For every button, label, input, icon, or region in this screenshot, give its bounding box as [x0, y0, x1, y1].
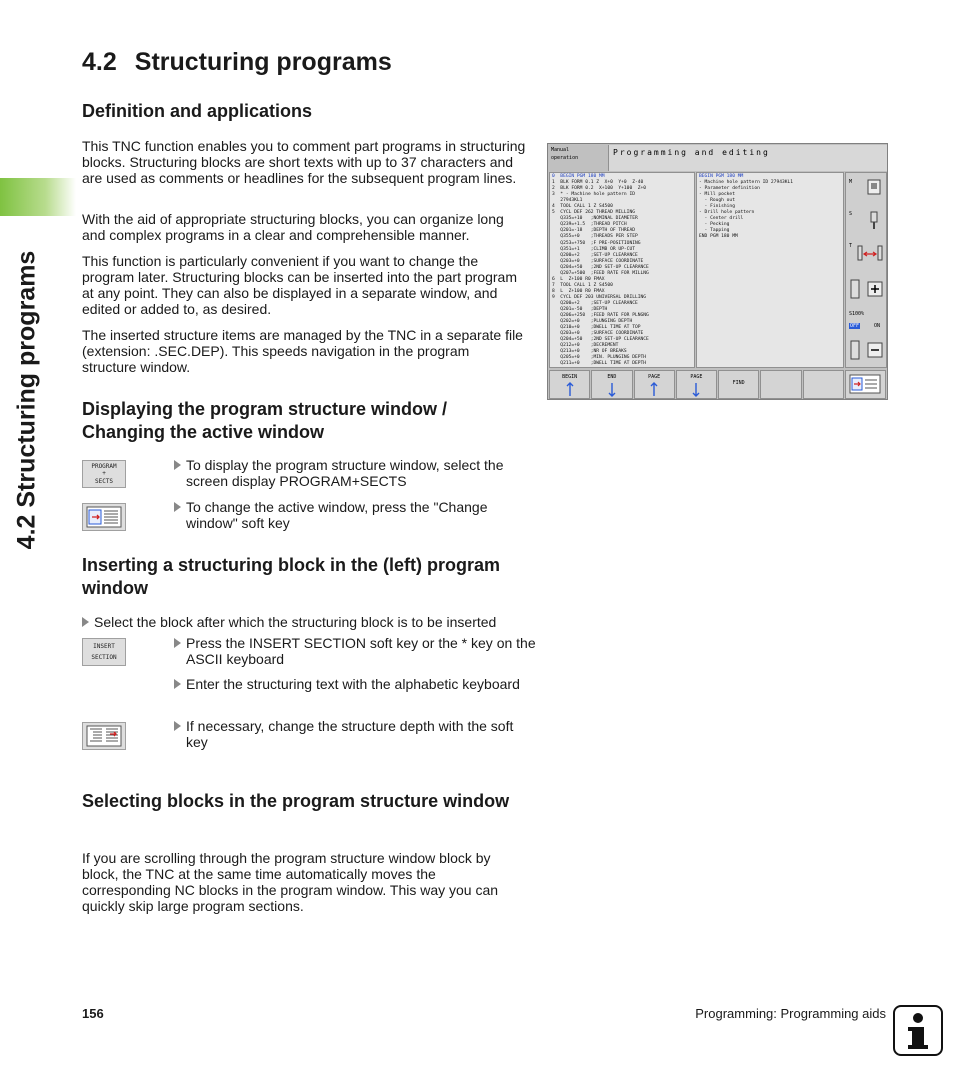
change-window-softkey	[82, 503, 126, 531]
structure-line: - Finishing	[699, 204, 735, 210]
step-arrow-icon	[174, 638, 181, 648]
machine-icon	[867, 179, 881, 195]
side-softkey-minus	[847, 337, 885, 367]
softkey-find	[718, 370, 759, 399]
paragraph-definition-2: With the aid of appropriate structuring blocks, you can organize long and complex programs in a clear and comprehensible manner.	[82, 211, 504, 243]
program-line: Q212=+0 ;DECREMENT	[552, 343, 619, 349]
insert-section-softkey	[82, 638, 126, 666]
step-arrow-icon	[174, 679, 181, 689]
softkey-begin	[549, 370, 590, 399]
program-line: Q207=+500 ;FEED RATE FOR MILLNG	[552, 270, 649, 276]
structure-line: - Machine hole pattern ID 27943KL1	[699, 180, 794, 186]
structure-line: - Center drill	[699, 216, 744, 222]
program-line: Q253=+750 ;F PRE-POSITIONING	[552, 240, 641, 246]
heading-definition: Definition and applications	[82, 101, 313, 121]
program-line: Q335=+10 ;NOMINAL DIAMETER	[552, 216, 638, 222]
program-line: 3 * - Machine hole pattern ID	[552, 192, 635, 198]
program-line: 8 L Z+100 R0 FMAX	[552, 288, 605, 294]
paragraph-definition-4: The inserted structure items are managed by the TNC in a separate file (extension: .SEC.DEP). This speeds navigation in the program structure window.	[82, 327, 523, 375]
program-line: Q204=+50 ;2ND SET-UP CLEARANCE	[552, 264, 649, 270]
structure-window	[696, 172, 844, 368]
structure-line: - Tapping	[699, 228, 730, 234]
chapter-name: Programming: Programming aids	[695, 1006, 886, 1021]
screen-mode-label	[549, 145, 607, 169]
paragraph-definition-1: This TNC function enables you to comment part programs in structuring blocks. Structuring blocks are short texts with up to 37 characters and are used as comments or headlines for the subsequent program lines.	[82, 138, 526, 186]
program-line: Q202=+0 ;PLUNGING DEPTH	[552, 319, 633, 325]
step-arrow-icon	[174, 721, 181, 731]
screen-title: Programming and editing	[608, 145, 887, 171]
side-softkey-override	[847, 309, 885, 339]
program-line: 6 L Z+100 R0 FMAX	[552, 276, 605, 282]
side-softkey-plus	[847, 275, 885, 305]
program-line: Q203=+0 ;SURFACE COORDINATE	[552, 258, 644, 264]
override-label: S100%	[849, 311, 865, 317]
softkey-label: PROGRAM	[91, 463, 117, 471]
softkey-empty	[803, 370, 844, 399]
side-softkey-t	[847, 241, 885, 271]
program-line: 1 BLK FORM 0.1 Z X+0 Y+0 Z-40	[552, 180, 644, 186]
heading-display-structure: Displaying the program structure window / Changing the active window	[82, 399, 448, 442]
program-line: 4 TOOL CALL 1 Z S4500	[552, 204, 613, 210]
minus-icon	[848, 338, 884, 364]
program-line: 2 BLK FORM 0.2 X+100 Y+100 Z+0	[552, 186, 647, 192]
mode-line: operation	[551, 155, 579, 161]
softkey-label: PAGE	[690, 374, 703, 380]
program-line: Q239=+1.5 ;THREAD PITCH	[552, 222, 627, 228]
structure-line: END PGM 180 MM	[699, 234, 738, 240]
tool-change-icon	[855, 245, 885, 265]
softkey-label: SECTS	[94, 477, 114, 485]
structure-depth-icon	[86, 725, 122, 747]
structure-depth-softkey	[82, 722, 126, 750]
step-insert-section: Press the INSERT SECTION soft key or the * key on the ASCII keyboard	[174, 635, 536, 667]
program-line: Q205=+0 ;MIN. PLUNGING DEPTH	[552, 355, 647, 361]
structure-line: - Rough out	[699, 198, 735, 204]
arrow-up-icon	[566, 382, 574, 397]
program-line: Q213=+0 ;NR OF BREAKS	[552, 349, 627, 355]
page-number: 156	[82, 1006, 104, 1021]
softkey-change-window	[845, 370, 886, 399]
program-line: Q200=+2 ;SET-UP CLEARANCE	[552, 252, 638, 258]
program-line: Q204=+50 ;2ND SET-UP CLEARANCE	[552, 337, 649, 343]
change-window-icon	[849, 374, 881, 394]
structure-line: - Parameter definition	[699, 186, 760, 192]
tnc-screenshot	[547, 143, 888, 400]
step-select-block: Select the block after which the structuring block is to be inserted	[82, 614, 539, 630]
structure-line: BEGIN PGM 180 MM	[699, 174, 744, 179]
program-line: Q203=+0 ;SURFACE COORDINATE	[552, 331, 644, 337]
softkey-label: END	[607, 374, 617, 380]
on-label: ON	[874, 323, 881, 329]
change-window-icon	[86, 506, 122, 528]
page-title	[82, 48, 392, 77]
step-arrow-icon	[174, 502, 181, 512]
program-sects-softkey	[82, 460, 126, 488]
step-display-window: To display the program structure window, select the screen display PROGRAM+SECTS	[174, 457, 536, 489]
paragraph-definition-3: This function is particularly convenient if you want to change the program later. Structuring blocks can be inserted into the part program at any point. They can also be displayed in a separate window, and edited or added to, as desired.	[82, 253, 517, 317]
info-glyph	[895, 1007, 941, 1054]
program-line: 9 CYCL DEF 203 UNIVERSAL DRILLING	[552, 294, 647, 300]
spindle-icon	[867, 211, 881, 231]
off-label: OFF	[850, 323, 860, 329]
mode-line: Manual	[551, 147, 570, 153]
side-softkey-label: M	[849, 179, 853, 185]
section-title: Structuring programs	[134, 48, 392, 76]
program-line: Q351=+1 ;CLIMB OR UP-CUT	[552, 246, 635, 252]
program-line: 27943KL1	[552, 198, 583, 204]
side-softkey-label: S	[849, 211, 853, 217]
info-icon	[893, 1005, 943, 1056]
program-line: Q206=+250 ;FEED RATE FOR PLNGNG	[552, 313, 649, 319]
structure-line: - Drill hole pattern	[699, 210, 755, 216]
softkey-label: +	[102, 470, 106, 478]
softkey-label: FIND	[732, 380, 745, 386]
step-arrow-icon	[82, 617, 89, 627]
program-line: Q211=+0 ;DWELL TIME AT DEPTH	[552, 361, 647, 367]
arrow-up-icon	[650, 382, 658, 397]
arrow-down-icon	[692, 382, 700, 397]
program-line: Q201=-50 ;DEPTH	[552, 307, 608, 313]
side-softkey-label: T	[849, 243, 853, 249]
heading-insert-block: Inserting a structuring block in the (left) program window	[82, 555, 501, 598]
softkey-page-up	[634, 370, 675, 399]
program-line: 5 CYCL DEF 262 THREAD MILLING	[552, 210, 635, 216]
paragraph-selecting-blocks: If you are scrolling through the program structure window block by block, the TNC at the same time automatically moves the corresponding NC blocks in the program window. This way you can quickly skip large program sections.	[82, 850, 499, 914]
arrow-down-icon	[608, 382, 616, 397]
program-line: 7 TOOL CALL 1 Z S4500	[552, 282, 613, 288]
softkey-end	[591, 370, 632, 399]
structure-line: - Pecking	[699, 222, 730, 228]
section-number: 4.2	[82, 48, 117, 76]
softkey-label: INSERT	[93, 643, 115, 650]
softkey-page-down	[676, 370, 717, 399]
step-enter-text: Enter the structuring text with the alphabetic keyboard	[174, 676, 536, 692]
side-softkey-s	[847, 209, 885, 239]
screen-bottom-softkeys	[549, 370, 886, 399]
structure-line: - Mill pocket	[699, 192, 735, 198]
softkey-label: BEGIN	[562, 374, 578, 380]
program-line: Q210=+0 ;DWELL TIME AT TOP	[552, 325, 641, 331]
step-arrow-icon	[174, 460, 181, 470]
chapter-tab-highlight	[0, 178, 76, 216]
program-line: 0 BEGIN PGM 180 MM	[552, 174, 605, 179]
plus-icon	[848, 277, 884, 303]
side-softkey-m	[847, 177, 885, 207]
heading-selecting-blocks: Selecting blocks in the program structure window	[82, 791, 510, 811]
softkey-label: PAGE	[648, 374, 661, 380]
softkey-label: SECTION	[91, 654, 117, 661]
program-window	[549, 172, 695, 368]
screen-side-softkeys	[845, 172, 887, 368]
program-line: Q201=-18 ;DEPTH OF THREAD	[552, 228, 635, 234]
program-line: Q200=+2 ;SET-UP CLEARANCE	[552, 300, 638, 306]
softkey-empty	[760, 370, 801, 399]
step-change-window: To change the active window, press the "Change window" soft key	[174, 499, 536, 531]
step-structure-depth: If necessary, change the structure depth with the soft key	[174, 718, 538, 750]
program-line: Q355=+0 ;THREADS PER STEP	[552, 234, 638, 240]
